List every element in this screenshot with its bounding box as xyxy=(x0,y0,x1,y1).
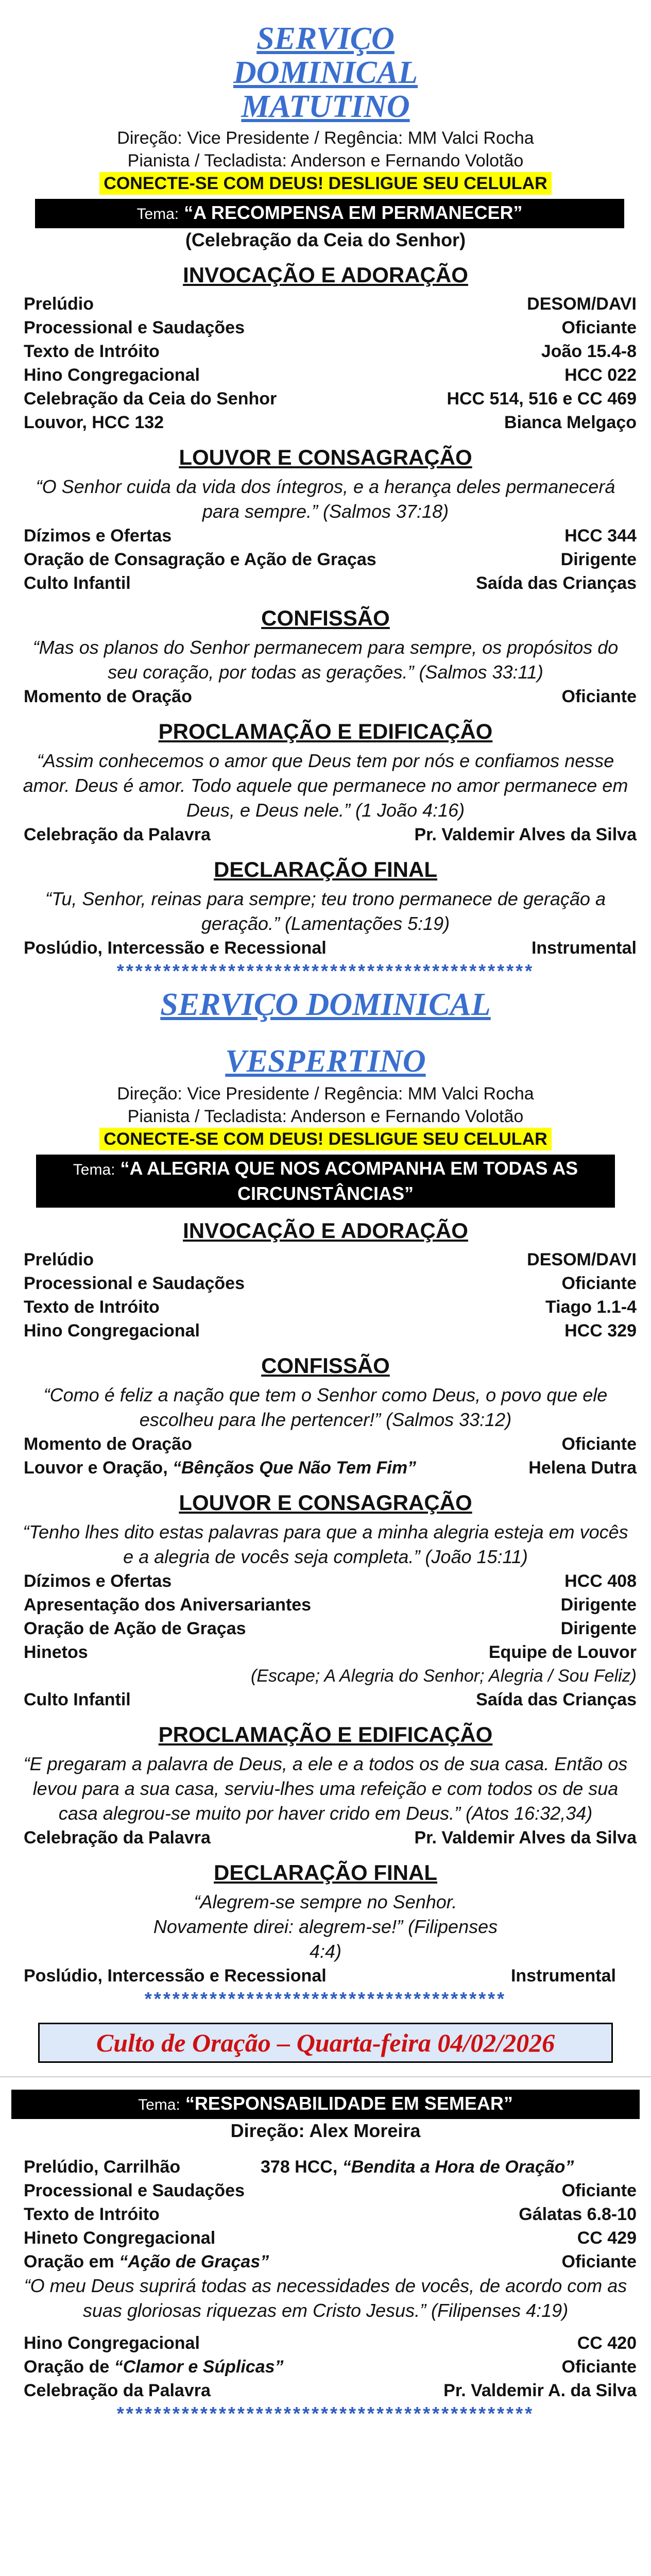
item-value: Pr. Valdemir Alves da Silva xyxy=(414,1828,637,1848)
morning-invocation-heading: INVOCAÇÃO E ADORAÇÃO xyxy=(183,263,468,287)
evening-invocation-heading: INVOCAÇÃO E ADORAÇÃO xyxy=(183,1218,468,1243)
praise-label: Louvor e Oração, xyxy=(24,1458,173,1478)
program-row xyxy=(24,1826,637,1850)
item-value: HCC 344 xyxy=(564,526,637,546)
evening-phone-banner: CONECTE-SE COM DEUS! DESLIGUE SEU CELULAR xyxy=(99,1128,551,1150)
item-value: Saída das Crianças xyxy=(476,1690,637,1709)
program-row xyxy=(24,1593,637,1617)
item-value: CC 429 xyxy=(577,2228,637,2248)
program-row xyxy=(24,1964,637,1988)
evening-proclamation-quote: “E pregaram a palavra de Deus, a ele e a todos os de sua casa. Então os levou para a sua casa, serviu-lhes uma refeição e com todos os de sua casa alegrou-se muito por haver crido em Deus.” (Atos 16:32,34) xyxy=(23,1753,628,1824)
morning-proclamation-quote: “Assim conhecemos o amor que Deus tem por nós e confiamos nesse amor. Deus é amor. Todo aquele que permanece no amor permanece em Deus, e Deus nele.” (1 João 4:16) xyxy=(23,750,628,821)
item-label xyxy=(24,2250,269,2274)
morning-title: SERVIÇO DOMINICAL MATUTINO xyxy=(233,21,418,124)
evening-title-line1: SERVIÇO DOMINICAL xyxy=(160,987,491,1022)
prayer-label: Oração em xyxy=(24,2252,119,2272)
item-label: Texto de Intróito xyxy=(24,342,160,361)
item-label: Processional e Saudações xyxy=(24,2181,245,2200)
item-value: Helena Dutra xyxy=(528,1458,637,1478)
morning-direction: Direção: Vice Presidente / Regência: MM Valci Rocha xyxy=(117,128,534,148)
program-row xyxy=(24,1272,637,1295)
program-row xyxy=(24,2155,637,2179)
item-value: HCC 514, 516 e CC 469 xyxy=(447,389,637,409)
program-row xyxy=(24,2226,637,2250)
item-label: Hino Congregacional xyxy=(24,2333,200,2353)
program-row xyxy=(24,2331,637,2355)
wednesday-quote: “O meu Deus suprirá todas as necessidades de vocês, de acordo com as suas gloriosas riquezas em Cristo Jesus.” (Filipenses 4:19) xyxy=(24,2275,627,2321)
item-value xyxy=(261,2155,574,2179)
program-row xyxy=(24,363,637,387)
item-value: Equipe de Louvor xyxy=(488,1642,637,1662)
prelude-hymn: 378 HCC, xyxy=(261,2157,342,2177)
item-label: Hinetos xyxy=(24,1642,88,1662)
item-value: Pr. Valdemir Alves da Silva xyxy=(414,825,637,844)
item-value: CC 420 xyxy=(577,2333,637,2353)
program-row xyxy=(24,2379,637,2402)
program-row xyxy=(24,1319,637,1343)
hinetos-note: (Escape; A Alegria do Senhor; Alegria / Sou Feliz) xyxy=(251,1666,637,1686)
item-label: Hino Congregacional xyxy=(24,1321,200,1341)
prayer-meeting-banner: Culto de Oração – Quarta-feira 04/02/2026 xyxy=(38,2023,613,2063)
program-row xyxy=(24,1617,637,1640)
evening-service xyxy=(0,980,651,2008)
program-row xyxy=(24,387,637,411)
item-label: Momento de Oração xyxy=(24,687,192,706)
evening-direction: Direção: Vice Presidente / Regência: MM Valci Rocha xyxy=(117,1084,534,1104)
plea-theme: “Clamor e Súplicas” xyxy=(114,2357,284,2377)
program-row xyxy=(24,1456,637,1480)
item-label: Texto de Intróito xyxy=(24,2205,160,2224)
program-row xyxy=(24,2355,637,2379)
wednesday-direction: Direção: Alex Moreira xyxy=(230,2120,421,2141)
item-label: Processional e Saudações xyxy=(24,1274,245,1293)
evening-theme: “A ALEGRIA QUE NOS ACOMPANHA EM TODAS AS CIRCUNSTÂNCIAS” xyxy=(120,1158,578,1204)
evening-theme-label: Tema: xyxy=(73,1161,115,1178)
plea-label: Oração de xyxy=(24,2357,114,2377)
evening-final-heading: DECLARAÇÃO FINAL xyxy=(214,1860,437,1885)
wednesday-service xyxy=(0,2023,651,2423)
item-label: Prelúdio xyxy=(24,1250,94,1269)
item-value: DESOM/DAVI xyxy=(527,294,637,314)
morning-praise-quote: “O Senhor cuida da vida dos íntegros, e a herança deles permanecerá para sempre.” (Salmos 37:18) xyxy=(36,476,615,522)
item-label: Momento de Oração xyxy=(24,1434,192,1454)
item-label: Culto Infantil xyxy=(24,1690,131,1709)
item-value: João 15.4-8 xyxy=(541,342,637,361)
item-value: Gálatas 6.8-10 xyxy=(519,2205,637,2224)
item-value: HCC 022 xyxy=(564,365,637,385)
item-label: Poslúdio, Intercessão e Recessional xyxy=(24,1966,327,1986)
evening-proclamation-heading: PROCLAMAÇÃO E EDIFICAÇÃO xyxy=(158,1722,493,1747)
program-row xyxy=(24,1688,637,1711)
evening-theme-box xyxy=(36,1155,615,1208)
item-label xyxy=(24,1456,416,1480)
program-row xyxy=(24,1569,637,1593)
evening-praise-quote: “Tenho lhes dito estas palavras para que a minha alegria esteja em vocês e a alegria de vocês seja completa.” (João 15:11) xyxy=(23,1521,628,1567)
program-row xyxy=(24,1640,637,1664)
item-value: HCC 408 xyxy=(564,1571,637,1591)
program-row xyxy=(24,685,637,708)
program-row xyxy=(24,524,637,548)
item-label: Celebração da Palavra xyxy=(24,1828,211,1848)
item-label: Dízimos e Ofertas xyxy=(24,526,172,546)
wednesday-theme: “RESPONSABILIDADE EM SEMEAR” xyxy=(185,2093,513,2114)
evening-confession-quote: “Como é feliz a nação que tem o Senhor como Deus, o povo que ele escolheu para lhe pertencer!” (Salmos 33:12) xyxy=(43,1384,608,1430)
program-row xyxy=(24,1248,637,1272)
morning-final-heading: DECLARAÇÃO FINAL xyxy=(214,857,437,882)
item-value: DESOM/DAVI xyxy=(527,1250,637,1269)
prelude-hymn-title: “Bendita a Hora de Oração” xyxy=(342,2157,574,2177)
item-label: Oração de Ação de Graças xyxy=(24,1619,246,1638)
item-label: Prelúdio, Carrilhão xyxy=(24,2157,181,2177)
item-label xyxy=(24,2355,284,2379)
program-row xyxy=(24,1295,637,1319)
program-row xyxy=(24,1432,637,1456)
morning-invocation-list xyxy=(0,292,651,434)
morning-confession-quote: “Mas os planos do Senhor permanecem para sempre, os propósitos do seu coração, por todas as gerações.” (Salmos 33:11) xyxy=(32,637,619,683)
item-label: Dízimos e Ofertas xyxy=(24,1571,172,1591)
program-row xyxy=(24,2250,637,2274)
morning-praise-heading: LOUVOR E CONSAGRAÇÃO xyxy=(179,445,472,469)
evening-confession-heading: CONFISSÃO xyxy=(261,1353,390,1378)
evening-pianists: Pianista / Tecladista: Anderson e Fernando Volotão xyxy=(127,1107,524,1126)
item-value: HCC 329 xyxy=(564,1321,637,1341)
item-value: Instrumental xyxy=(531,938,637,958)
evening-title-line2: VESPERTINO xyxy=(225,1044,426,1079)
item-label: Celebração da Palavra xyxy=(24,2381,211,2400)
program-row xyxy=(24,340,637,363)
item-value: Oficiante xyxy=(561,687,637,706)
morning-final-quote: “Tu, Senhor, reinas para sempre; teu trono permanece de geração a geração.” (Lamentações 5:19) xyxy=(45,888,606,934)
program-row xyxy=(24,571,637,595)
wednesday-theme-box xyxy=(11,2090,640,2119)
item-label: Poslúdio, Intercessão e Recessional xyxy=(24,938,327,958)
item-label: Hino Congregacional xyxy=(24,365,200,385)
item-label: Processional e Saudações xyxy=(24,318,245,337)
item-value: Tiago 1.1-4 xyxy=(545,1297,637,1317)
star-divider: ********************************************* xyxy=(116,962,535,980)
hinetos-note-row xyxy=(24,1664,637,1688)
program-row xyxy=(24,2202,637,2226)
item-value: Instrumental xyxy=(510,1966,616,1986)
item-label: Celebração da Palavra xyxy=(24,825,211,844)
item-label: Oração de Consagração e Ação de Graças xyxy=(24,550,376,569)
item-label: Prelúdio xyxy=(24,294,94,314)
item-value: Pr. Valdemir A. da Silva xyxy=(443,2381,637,2400)
item-label: Texto de Intróito xyxy=(24,1297,160,1317)
item-label: Louvor, HCC 132 xyxy=(24,413,164,432)
star-divider: ********************************************* xyxy=(116,2404,535,2423)
morning-theme-label: Tema: xyxy=(136,206,179,223)
item-value: Oficiante xyxy=(561,1274,637,1293)
program-row xyxy=(24,548,637,571)
morning-phone-banner: CONECTE-SE COM DEUS! DESLIGUE SEU CELULAR xyxy=(99,172,551,195)
item-label: Apresentação dos Aniversariantes xyxy=(24,1595,312,1615)
morning-pianists: Pianista / Tecladista: Anderson e Fernando Volotão xyxy=(127,151,524,171)
item-value: Oficiante xyxy=(561,1434,637,1454)
evening-praise-heading: LOUVOR E CONSAGRAÇÃO xyxy=(179,1490,472,1515)
program-row xyxy=(24,823,637,846)
praise-song-title: “Bênçãos Que Não Tem Fim” xyxy=(173,1458,417,1478)
program-row xyxy=(24,316,637,340)
item-value: Oficiante xyxy=(561,2181,637,2200)
item-label: Hineto Congregacional xyxy=(24,2228,216,2248)
item-value: Dirigente xyxy=(560,1595,637,1615)
morning-theme: “A RECOMPENSA EM PERMANECER” xyxy=(184,202,523,223)
item-label: Celebração da Ceia do Senhor xyxy=(24,389,277,409)
item-value: Oficiante xyxy=(561,318,637,337)
morning-subtitle: (Celebração da Ceia do Senhor) xyxy=(185,229,466,250)
item-value: Oficiante xyxy=(561,2357,637,2377)
evening-final-quote: “Alegrem-se sempre no Senhor. Novamente direi: alegrem-se!” (Filipenses 4:4) xyxy=(153,1891,498,1962)
item-value: Saída das Crianças xyxy=(476,573,637,593)
program-row xyxy=(24,936,637,960)
item-value: Dirigente xyxy=(560,550,637,569)
item-value: Oficiante xyxy=(561,2252,637,2272)
morning-theme-box xyxy=(35,199,624,228)
item-label: Culto Infantil xyxy=(24,573,131,593)
item-value: Dirigente xyxy=(560,1619,637,1638)
divider xyxy=(0,2076,651,2077)
wednesday-theme-label: Tema: xyxy=(138,2096,180,2113)
program-row xyxy=(24,411,637,434)
star-divider: *************************************** xyxy=(144,1990,507,2008)
program-row xyxy=(24,2179,637,2202)
prayer-theme: “Ação de Graças” xyxy=(119,2252,269,2272)
morning-proclamation-heading: PROCLAMAÇÃO E EDIFICAÇÃO xyxy=(158,719,493,743)
program-row xyxy=(24,292,637,316)
morning-service xyxy=(0,0,651,980)
morning-confession-heading: CONFISSÃO xyxy=(261,606,390,630)
item-value: Bianca Melgaço xyxy=(504,413,637,432)
